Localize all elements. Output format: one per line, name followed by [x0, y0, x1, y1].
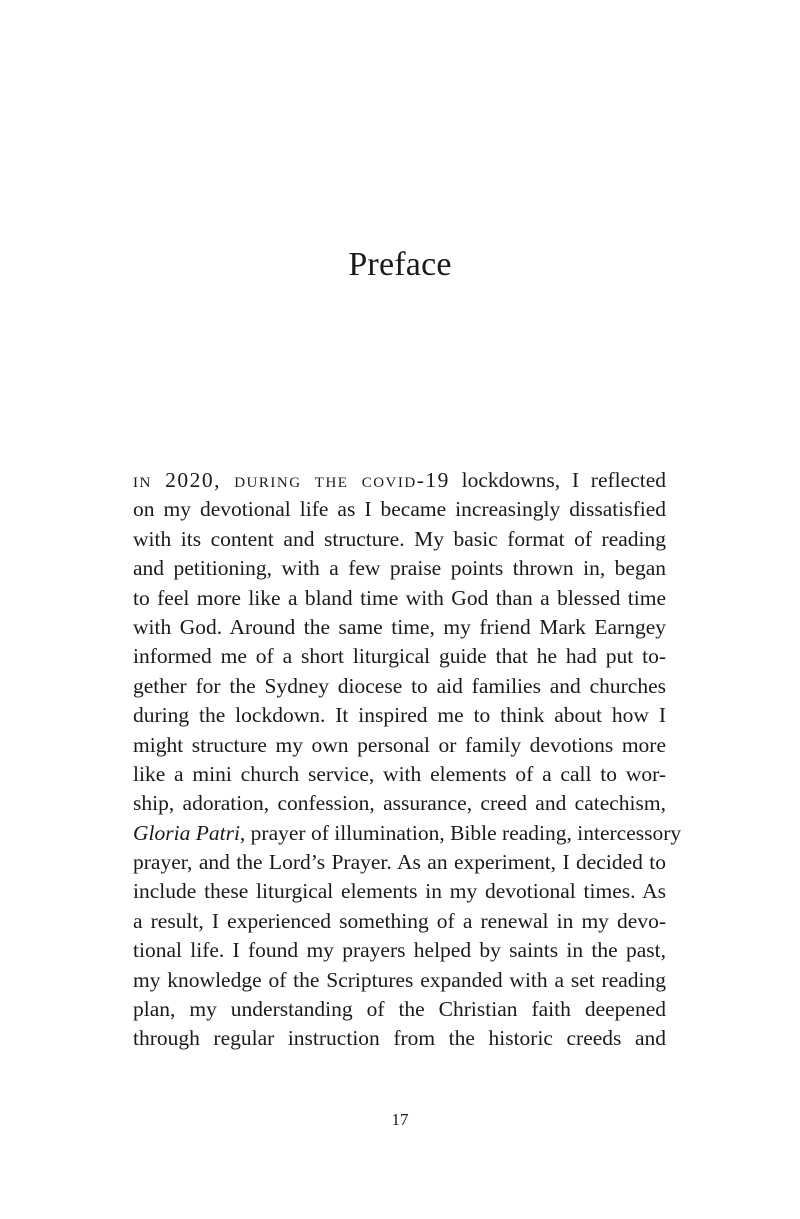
- text-line: with God. Around the same time, my friend Mark Earngey: [133, 614, 666, 639]
- text-line: like a mini church service, with elements of a call to wor-: [133, 761, 666, 786]
- text-line: during the lockdown. It inspired me to think about how I: [133, 703, 666, 728]
- text-line-content: , prayer of illumination, Bible reading, intercessory: [239, 820, 682, 845]
- text-line: and petitioning, with a few praise points thrown in, began: [133, 556, 666, 581]
- text-line: prayer, and the Lord’s Prayer. As an experiment, I decided to: [133, 850, 666, 875]
- text-line: my knowledge of the Scriptures expanded with a set reading: [133, 967, 666, 992]
- text-line: a result, I experienced something of a renewal in my devo-: [133, 908, 666, 933]
- text-line: [133, 466, 666, 495]
- lead-in-small-caps: in 2020, during the covid-19: [133, 468, 450, 492]
- text-line: through regular instruction from the historic creeds and: [133, 1026, 666, 1051]
- text-line: with its content and structure. My basic format of reading: [133, 526, 666, 551]
- text-line: on my devotional life as I became increasingly dissatisfied: [133, 497, 666, 522]
- text-line: informed me of a short liturgical guide that he had put to-: [133, 644, 666, 669]
- text-line-content: lockdowns, I reflected: [449, 468, 666, 492]
- text-line: might structure my own personal or family devotions more: [133, 732, 666, 757]
- italic-phrase: Gloria Patri: [133, 820, 240, 845]
- text-line: plan, my understanding of the Christian faith deepened: [133, 997, 666, 1022]
- text-line: to feel more like a bland time with God than a blessed time: [133, 585, 666, 610]
- text-line: tional life. I found my prayers helped by saints in the past,: [133, 938, 666, 963]
- text-line: gether for the Sydney diocese to aid families and churches: [133, 673, 666, 698]
- preface-paragraph: [133, 466, 682, 1054]
- text-line: [133, 819, 682, 848]
- page-number: 17: [391, 1110, 409, 1129]
- text-line: include these liturgical elements in my devotional times. As: [133, 879, 666, 904]
- chapter-title: Preface: [348, 246, 452, 283]
- text-line: ship, adoration, confession, assurance, creed and catechism,: [133, 791, 666, 816]
